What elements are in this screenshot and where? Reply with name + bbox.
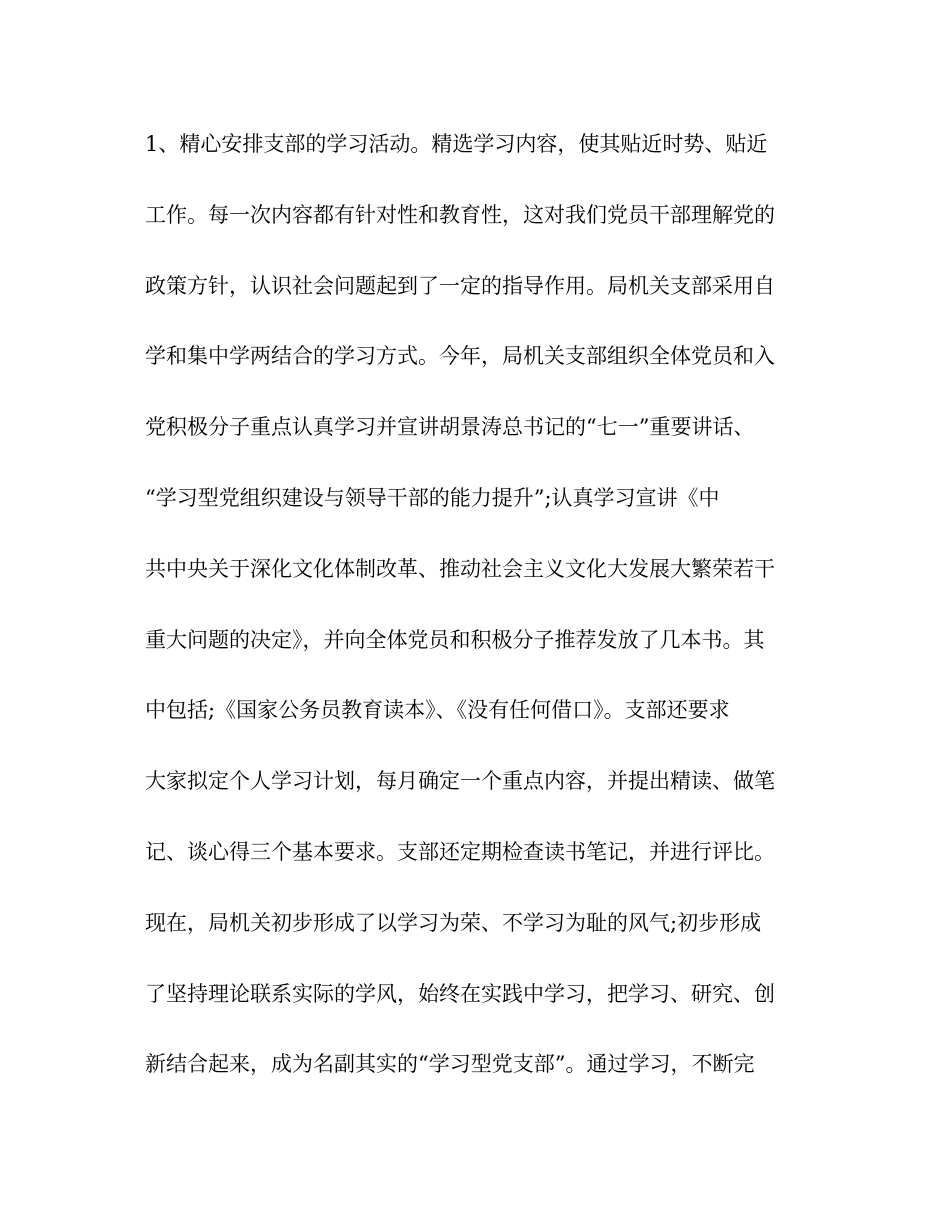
text-line: 工作。每一次内容都有针对性和教育性，这对我们党员干部理解党的 <box>145 202 775 227</box>
text-line: 新结合起来，成为名副其实的“学习型党支部”。通过学习，不断完 <box>145 1052 755 1077</box>
text-line: 记、谈心得三个基本要求。支部还定期检查读书笔记，并进行评比。 <box>145 839 775 864</box>
body-paragraph <box>145 127 815 1118</box>
text-line: “学习型党组织建设与领导干部的能力提升”;认真学习宣讲《中 <box>145 485 720 510</box>
text-line: 共中央关于深化文化体制改革、推动社会主义文化大发展大繁荣若干 <box>145 556 775 581</box>
text-line: 党积极分子重点认真学习并宣讲胡景涛总书记的“七一”重要讲话、 <box>145 415 755 440</box>
text-line: 政策方针，认识社会问题起到了一定的指导作用。局机关支部采用自 <box>145 273 775 298</box>
text-line: 重大问题的决定》，并向全体党员和积极分子推荐发放了几本书。其 <box>145 627 765 652</box>
text-line: 了坚持理论联系实际的学风，始终在实践中学习，把学习、研究、创 <box>145 981 775 1006</box>
text-line: 学和集中学两结合的学习方式。今年，局机关支部组织全体党员和入 <box>145 344 775 369</box>
text-line: 现在，局机关初步形成了以学习为荣、不学习为耻的风气;初步形成 <box>145 910 762 935</box>
text-line: 大家拟定个人学习计划，每月确定一个重点内容，并提出精读、做笔 <box>145 769 775 794</box>
text-line: 中包括;《国家公务员教育读本》、《没有任何借口》。支部还要求 <box>145 698 730 723</box>
text-line: 1、精心安排支部的学习活动。精选学习内容，使其贴近时势、贴近 <box>145 132 768 156</box>
